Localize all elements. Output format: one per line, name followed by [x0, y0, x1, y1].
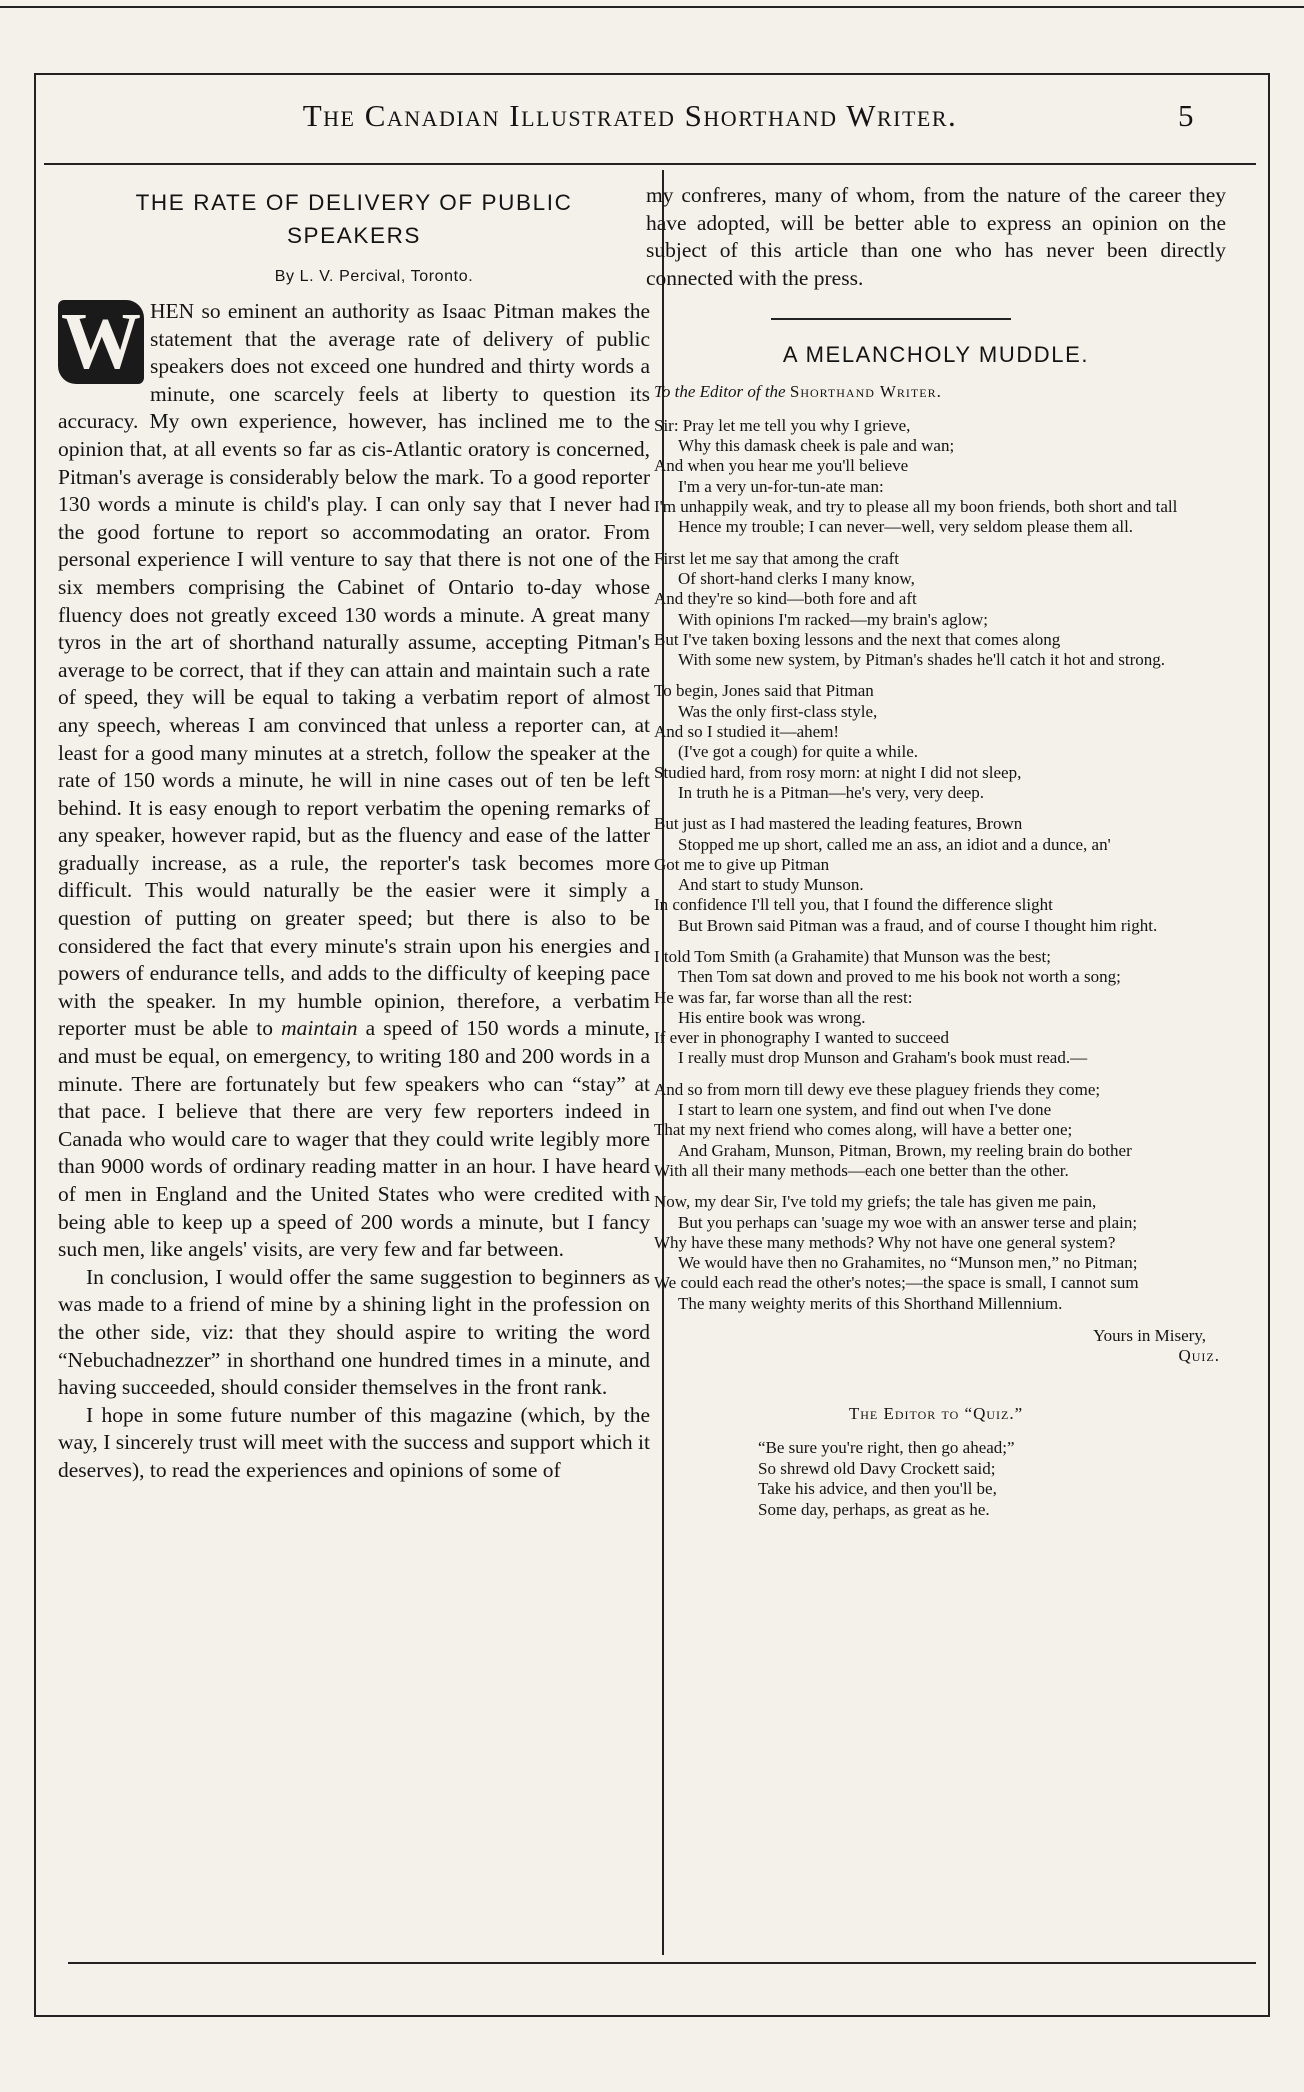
- poem-line: Stopped me up short, called me an ass, an idiot and a dunce, an': [678, 834, 1111, 854]
- right-column: [646, 182, 1226, 1520]
- poem-line: And so from morn till dewy eve these plaguey friends they come;: [654, 1079, 1101, 1099]
- reply-poem: [758, 1438, 1226, 1520]
- poem-stanzas: [646, 416, 1226, 1314]
- poem-line: The many weighty merits of this Shorthand Millennium.: [678, 1293, 1063, 1313]
- article-title-line2: SPEAKERS: [286, 223, 422, 248]
- poem-stanza: [646, 549, 1226, 671]
- poem-line: And when you hear me you'll believe: [654, 456, 909, 476]
- poem-line: I really must drop Munson and Graham's book must read.—: [678, 1048, 1088, 1068]
- poem-line: His entire book was wrong.: [678, 1007, 866, 1027]
- poem-line: Of short-hand clerks I many know,: [678, 568, 915, 588]
- poem-stanza: [646, 681, 1226, 803]
- section-separator: [771, 318, 1011, 320]
- article-paragraph-3: I hope in some future number of this magazine (which, by the way, I sincerely trust will meet with the success and support which it deserves), to read the experiences and opinions of some of: [58, 1402, 650, 1482]
- poem-line: But you perhaps can 'suage my woe with an answer terse and plain;: [678, 1212, 1138, 1232]
- drop-cap-initial: W: [58, 300, 144, 384]
- poem-line: First let me say that among the craft: [654, 548, 900, 568]
- poem-stanza: [646, 814, 1226, 936]
- poem-line: Then Tom sat down and proved to me his book not worth a song;: [678, 967, 1121, 987]
- paragraph-1-italic: maintain: [281, 1016, 358, 1041]
- poem-line: Sir: Pray let me tell you why I grieve,: [654, 415, 911, 435]
- poem-line: But Brown said Pitman was a fraud, and of course I thought him right.: [678, 915, 1158, 935]
- poem-line: In confidence I'll tell you, that I found the difference slight: [654, 895, 1053, 915]
- header-rule: [44, 163, 1256, 165]
- poem-line: I'm a very un-for-tun-ate man:: [678, 476, 884, 496]
- left-column: [58, 182, 650, 1485]
- article-continuation: my confreres, many of whom, from the nature of the career they have adopted, will be better able to express an opinion on the subject of this article than one who has never been directly connected with the press.: [646, 183, 1226, 290]
- article-byline: By L. V. Percival, Toronto.: [274, 268, 474, 285]
- poem-line: Now, my dear Sir, I've told my griefs; the tale has given me pain,: [654, 1192, 1097, 1212]
- poem-line: In truth he is a Pitman—he's very, very deep.: [678, 782, 984, 802]
- poem-line: If ever in phonography I wanted to succeed: [654, 1028, 950, 1048]
- page-header-title: The Canadian Illustrated Shorthand Writer.: [302, 98, 958, 133]
- poem-line: To begin, Jones said that Pitman: [654, 681, 874, 701]
- poem-line: I start to learn one system, and find out when I've done: [678, 1100, 1052, 1120]
- dedication-prefix: To the Editor of the: [654, 381, 786, 401]
- poem-closing: Yours in Misery,: [1093, 1326, 1206, 1346]
- page-number: 5: [1178, 98, 1194, 133]
- poem-line: Studied hard, from rosy morn: at night I did not sleep,: [654, 762, 1022, 782]
- poem-line: I told Tom Smith (a Grahamite) that Munson was the best;: [654, 947, 1051, 966]
- poem-line: We would have then no Grahamites, no “Munson men,” no Pitman;: [678, 1253, 1138, 1273]
- poem-stanza: [646, 947, 1226, 1069]
- poem-line: Why have these many methods? Why not have one general system?: [654, 1232, 1116, 1252]
- article-title-line1: THE RATE OF DELIVERY OF PUBLIC: [135, 190, 573, 215]
- bottom-rule: [68, 1962, 1256, 1964]
- article-title: [58, 186, 650, 252]
- reply-line: Take his advice, and then you'll be,: [758, 1479, 997, 1499]
- paragraph-1-end: a speed of 150 words a minute, and must be equal, on emergency, to writing 180 and 200 words in a minute. There are fortunately but few speakers who can “stay” at that pace. I believe that there are very few reporters indeed in Canada who would care to wager that they could write legibly more than 9000 words of ordinary reading matter in an hour. I have heard of men in England and the United States who were credited with being able to keep up a speed of 200 words a minute, but I fancy such men, like angels' visits, are very few and far between.: [58, 1016, 651, 1262]
- poem-stanza: [646, 416, 1226, 538]
- poem-line: He was far, far worse than all the rest:: [654, 987, 913, 1007]
- article-paragraph-2: In conclusion, I would offer the same suggestion to beginners as was made to a friend of mine by a shining light in the profession on the other side, viz: that they should aspire to writing the word “Nebuchadnezzer” in shorthand one hundred times in a minute, and having succeeded, should consider themselves in the front rank.: [58, 1264, 650, 1400]
- poem-line: Why this damask cheek is pale and wan;: [678, 436, 955, 456]
- poem-line: And so I studied it—ahem!: [654, 722, 840, 742]
- poem-dedication: [654, 382, 1226, 402]
- top-rule: [0, 6, 1304, 8]
- dedication-journal: Shorthand Writer.: [789, 381, 942, 401]
- poem-line: With some new system, by Pitman's shades he'll catch it hot and strong.: [678, 650, 1166, 670]
- poem-signature: Quiz.: [1178, 1346, 1220, 1366]
- reply-line: Some day, perhaps, as great as he.: [758, 1499, 990, 1519]
- poem-line: With all their many methods—each one better than the other.: [654, 1160, 1069, 1180]
- poem-stanza: [646, 1192, 1226, 1314]
- poem-stanza: [646, 1080, 1226, 1181]
- poem-line: And start to study Munson.: [678, 875, 864, 895]
- poem-line: Hence my trouble; I can never—well, very seldom please them all.: [678, 517, 1134, 537]
- reply-line: “Be sure you're right, then go ahead;”: [758, 1438, 1015, 1458]
- poem-line: And Graham, Munson, Pitman, Brown, my reeling brain do bother: [678, 1140, 1132, 1160]
- poem-line: Was the only first-class style,: [678, 701, 878, 721]
- poem-line: With opinions I'm racked—my brain's aglow;: [678, 609, 988, 629]
- poem-line: I'm unhappily weak, and try to please all my boon friends, both short and tall: [654, 497, 1178, 517]
- paragraph-1-text: so eminent an authority as Isaac Pitman makes the statement that the average rate of delivery of public speakers does not exceed one hundred and thirty words a minute, one scarcely feels at liberty to question its accuracy. My own experience, however, has inclined me to the opinion that, at all events so far as cis-Atlantic oratory is concerned, Pitman's average is considerably below the mark. To a good reporter 130 words a minute is child's play. I can only say that I never had the good fortune to report so accommodating an orator. From personal experience I will venture to say that there is not one of the six members comprising the Cabinet of Ontario to-day whose fluency does not greatly exceed 130 words a minute. A great many tyros in the art of shorthand naturally assume, accepting Pitman's average to be correct, that if they can attain and maintain such a rate of speed, they will be equal to taking a verbatim report of almost any speech, whereas I am convinced that unless a reporter can, at least for a good many minutes at a stretch, follow the speaker at the rate of 150 words a minute, he will in nine cases out of ten be left behind. It is easy enough to report verbatim the opening remarks of any speaker, however rapid, but as the fluency and ease of the latter gradually increase, as a rule, the reporter's task becomes more difficult. This would naturally be the easier were it simply a question of putting on greater speed; but there is also to be considered the fact that every minute's strain upon his energies and powers of endurance tells, and adds to the difficulty of keeping pace with the speaker. In my humble opinion, therefore, a verbatim reporter must be able to: [58, 299, 651, 1041]
- poem-line: Got me to give up Pitman: [654, 854, 830, 874]
- poem-line: And they're so kind—both fore and aft: [654, 589, 917, 609]
- poem-line: But just as I had mastered the leading features, Brown: [654, 814, 1023, 834]
- article-body: [58, 298, 650, 1485]
- article-paragraph-1: [58, 298, 650, 1264]
- reply-title: The Editor to “Quiz.”: [848, 1404, 1024, 1424]
- reply-line: So shrewd old Davy Crockett said;: [758, 1458, 996, 1478]
- poem-line: That my next friend who comes along, will have a better one;: [654, 1120, 1073, 1140]
- drop-cap-lead: HEN: [150, 299, 195, 323]
- poem-line: (I've got a cough) for quite a while.: [678, 742, 919, 762]
- poem-title: A MELANCHOLY MUDDLE.: [782, 341, 1090, 367]
- poem-line: But I've taken boxing lessons and the next that comes along: [654, 629, 1061, 649]
- poem-line: We could each read the other's notes;—the space is small, I cannot sum: [654, 1273, 1139, 1293]
